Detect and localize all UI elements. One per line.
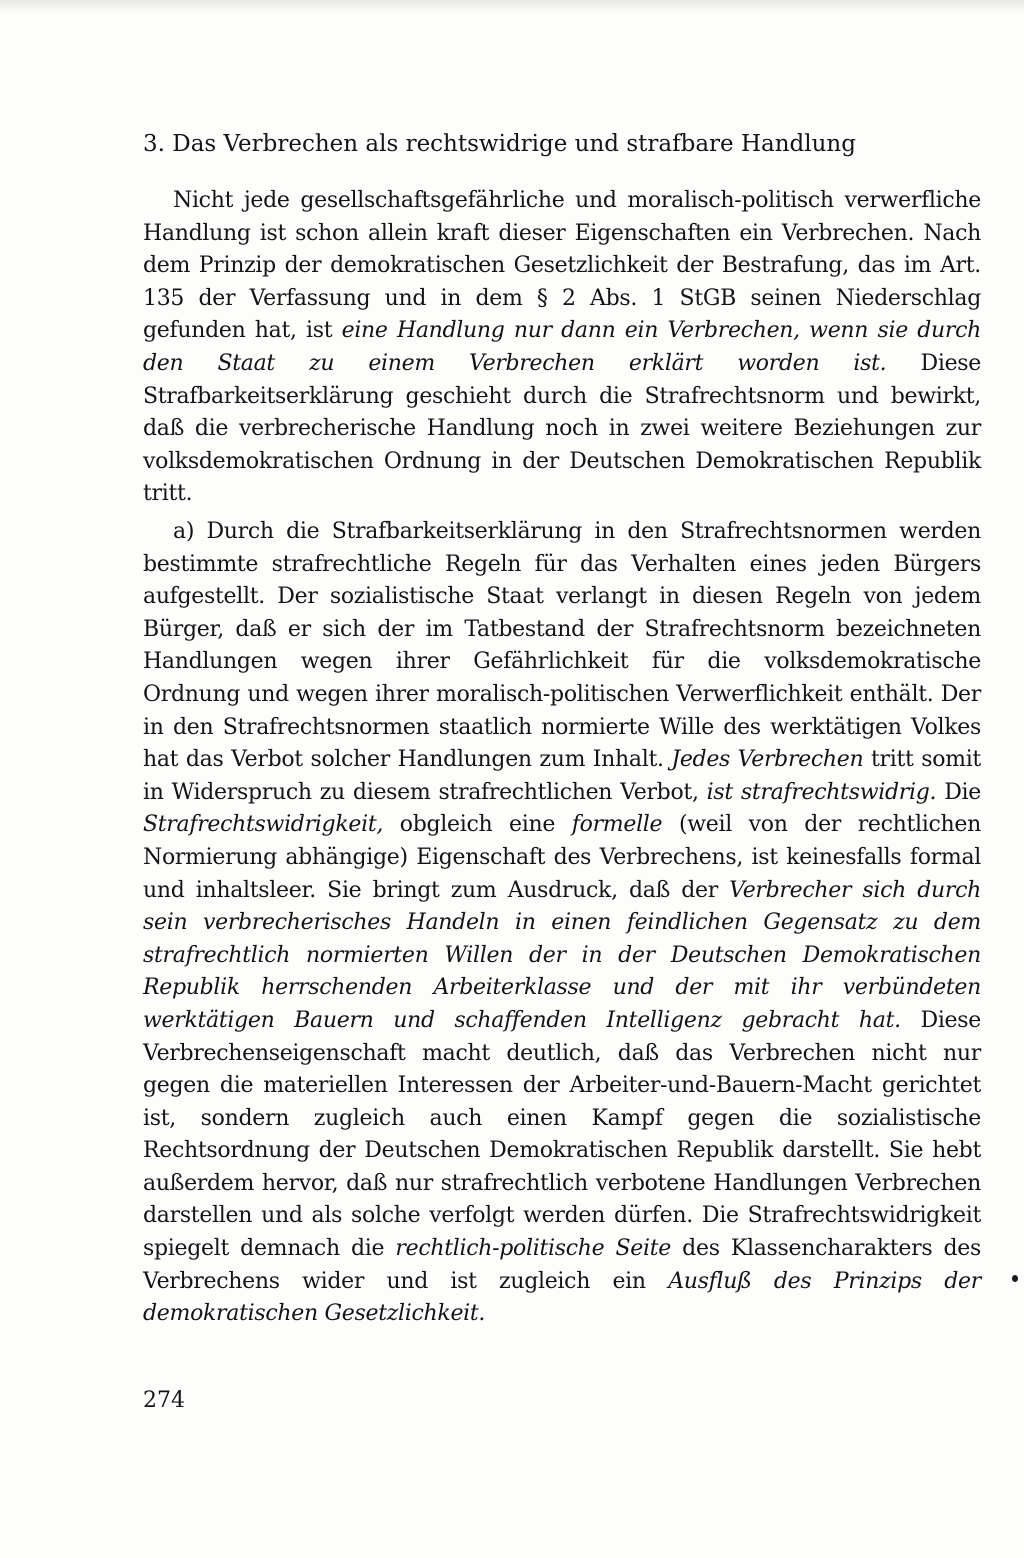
italic-run: rechtlich-politische Seite: [395, 1236, 672, 1262]
page-number: 274: [143, 1388, 185, 1413]
text-run: obgleich eine: [383, 812, 572, 838]
text-run: des Klassencharakters des Verbrechens wider und ist zugleich ein: [143, 1236, 982, 1294]
scan-edge: [0, 0, 1024, 14]
section-heading: 3. Das Verbrechen als rechtswidrige und strafbare Handlung: [143, 131, 856, 157]
text-run: Diese Strafbarkeitserklärung geschieht durch die Strafrechtsnorm und bewirkt, daß die verbrecherische Handlung noch in zwei weitere Beziehungen zur volksdemokratischen Ordnung in der Deutschen Demokratischen Republik tritt.: [143, 350, 982, 507]
text-run: a) Durch die Strafbarkeitserklärung in den Strafrechtsnormen werden bestimmte strafrechtliche Regeln für das Verhalten eines jeden Bürgers aufgestellt. Der sozialistische Staat verlangt in diesen Regeln von jedem Bürger, daß er sich der im Tatbestand der Strafrechtsnorm bezeichneten Handlungen wegen ihrer Gefährlichkeit für die volksdemokratische Ordnung und wegen ihrer moralisch-politischen Verwerflichkeit enthält. Der in den Strafrechtsnormen staatlich normierte Wille des werktätigen Volkes hat das Verbot solcher Handlungen zum Inhalt.: [143, 519, 981, 773]
italic-run: eine Handlung nur dann ein Verbrechen, wenn sie durch den Staat zu einem Verbrechen erklärt worden ist.: [143, 318, 981, 376]
italic-run: Ausfluß des Prinzips der demokratischen Gesetzlichkeit.: [143, 1268, 981, 1327]
italic-run: ist strafrechtswidrig.: [706, 779, 937, 805]
italic-run: formelle: [571, 812, 663, 838]
text-run: (weil von der rechtlichen Normierung abhängige) Eigenschaft des Verbrechens, ist keinesfalls formal und inhaltsleer. Sie bringt zum Ausdruck, daß der: [143, 812, 982, 903]
italic-run: Verbrecher sich durch sein verbrecherisches Handeln in einen feindlichen Gegensatz zu dem strafrechtlich normierten Willen der in der Deutschen Demokratischen Republik herrschenden Arbeiterklasse und der mit ihr verbündeten werktätigen Bauern und schaffenden Intelligenz gebracht hat.: [143, 877, 981, 1033]
text-run: Nicht jede gesellschaftsgefährliche und moralisch-politisch verwerfliche Handlung ist schon allein kraft dieser Eigenschaften ein Verbrechen. Nach dem Prinzip der demokratischen Gesetzlichkeit der Bestrafung, das im Art. 135 der Verfassung und in dem § 2 Abs. 1 StGB seinen Niederschlag gefunden hat, ist: [143, 188, 981, 344]
paragraph-2: [143, 516, 981, 1331]
italic-run: Strafrechtswidrigkeit,: [143, 812, 384, 838]
italic-run: Jedes Verbrechen: [671, 747, 864, 773]
text-run: tritt somit in Widerspruch zu diesem strafrechtlichen Verbot,: [143, 747, 981, 805]
scan-speck: [1012, 1275, 1018, 1282]
text-run: Die: [936, 779, 981, 805]
paragraph-1: [143, 185, 981, 511]
text-run: Diese Verbrechenseigenschaft macht deutlich, daß das Verbrechen nicht nur gegen die materiellen Interessen der Arbeiter-und-Bauern-Macht gerichtet ist, sondern zugleich auch einen Kampf gegen die sozialistische Rechtsordnung der Deutschen Demokratischen Republik darstellt. Sie hebt außerdem hervor, daß nur strafrechtlich verbotene Handlungen Verbrechen darstellen und als solche verfolgt werden dürfen. Die Strafrechtswidrigkeit spiegelt demnach die: [143, 1007, 981, 1262]
